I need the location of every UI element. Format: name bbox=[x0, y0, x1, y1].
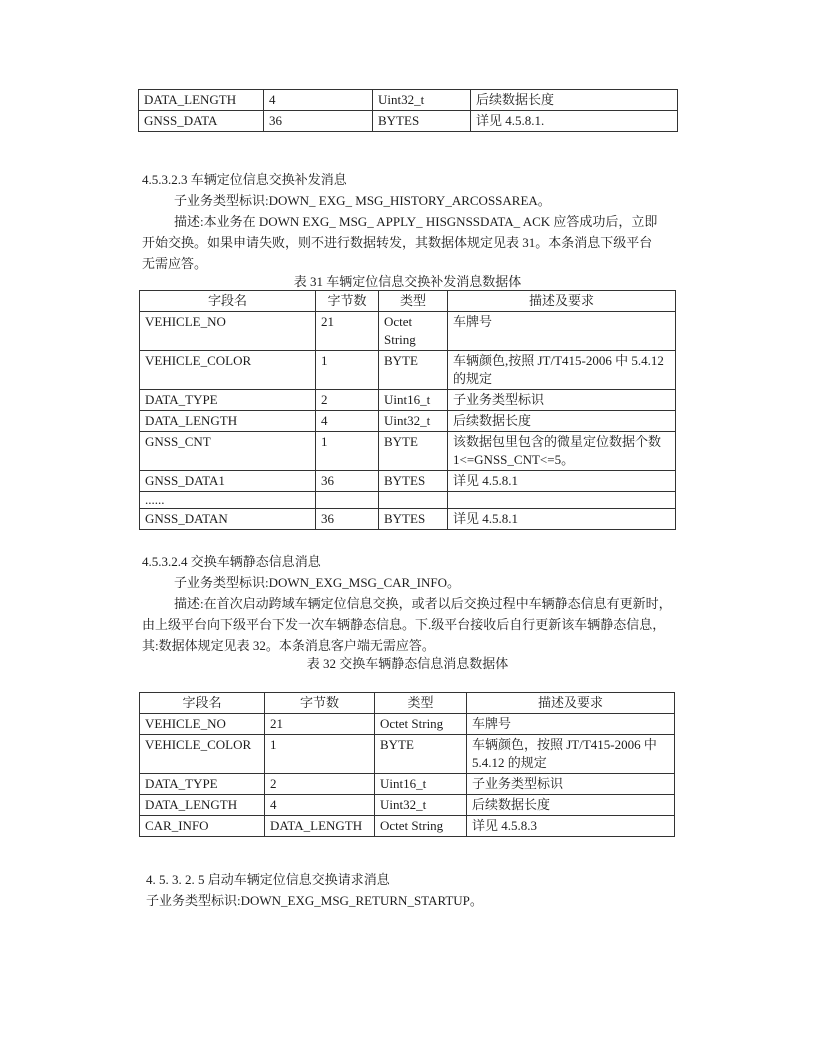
cell-bytes: 36 bbox=[264, 111, 373, 132]
cell-desc: 后续数据长度 bbox=[448, 411, 676, 432]
cell-type: BYTES bbox=[373, 111, 471, 132]
paragraph-line: 由上级平台向下级平台下发一次车辆静态信息。下.级平台接收后自行更新该车辆静态信息， bbox=[142, 617, 666, 632]
table-row bbox=[140, 411, 676, 432]
paragraph-line: 其:数据体规定见表 32。本条消息客户端无需应答。 bbox=[142, 638, 435, 653]
cell-desc: 车牌号 bbox=[467, 714, 675, 735]
paragraph-line: 子业务类型标识:DOWN_EXG_MSG_CAR_INFO。 bbox=[174, 575, 461, 590]
cell-field: VEHICLE_NO bbox=[140, 714, 265, 735]
cell-desc: 详见 4.5.8.1 bbox=[448, 509, 676, 530]
table-32 bbox=[139, 692, 675, 837]
cell-bytes: 36 bbox=[316, 509, 379, 530]
header-bytes: 字节数 bbox=[265, 693, 375, 714]
table-row bbox=[139, 90, 678, 111]
cell-field: GNSS_CNT bbox=[140, 432, 316, 471]
cell-type: Octet String bbox=[375, 816, 467, 837]
cell-field: DATA_LENGTH bbox=[140, 411, 316, 432]
table-row bbox=[139, 111, 678, 132]
cell-desc: 详见 4.5.8.3 bbox=[467, 816, 675, 837]
cell-type: Uint16_t bbox=[375, 774, 467, 795]
table-header-row bbox=[140, 693, 675, 714]
cell-bytes: 4 bbox=[316, 411, 379, 432]
cell-desc: 详见 4.5.8.1 bbox=[448, 471, 676, 492]
cell-desc: 车牌号 bbox=[448, 312, 676, 351]
section-4-5-3-2-4 bbox=[142, 551, 816, 656]
cell-bytes: DATA_LENGTH bbox=[265, 816, 375, 837]
cell-type bbox=[379, 492, 448, 509]
cell-desc: 详见 4.5.8.1. bbox=[471, 111, 678, 132]
cell-field: GNSS_DATAN bbox=[140, 509, 316, 530]
table-row bbox=[140, 390, 676, 411]
header-type: 类型 bbox=[379, 291, 448, 312]
table-row bbox=[140, 312, 676, 351]
cell-bytes: 36 bbox=[316, 471, 379, 492]
cell-desc bbox=[448, 492, 676, 509]
cell-field: ...... bbox=[140, 492, 316, 509]
cell-bytes: 21 bbox=[316, 312, 379, 351]
table-row bbox=[140, 774, 675, 795]
cell-field: DATA_TYPE bbox=[140, 774, 265, 795]
cell-type: Uint32_t bbox=[375, 795, 467, 816]
cell-desc: 车辆颜色，按照 JT/T415-2006 中 5.4.12 的规定 bbox=[467, 735, 675, 774]
cell-bytes: 21 bbox=[265, 714, 375, 735]
header-desc: 描述及要求 bbox=[448, 291, 676, 312]
paragraph-line: 子业务类型标识:DOWN_ EXG_ MSG_HISTORY_ARCOSSAREA。 bbox=[174, 193, 551, 208]
header-field: 字段名 bbox=[140, 693, 265, 714]
cell-bytes: 1 bbox=[316, 432, 379, 471]
cell-field: CAR_INFO bbox=[140, 816, 265, 837]
cell-field: DATA_LENGTH bbox=[140, 795, 265, 816]
cell-type: BYTE bbox=[379, 351, 448, 390]
cell-type: BYTES bbox=[379, 471, 448, 492]
table-row bbox=[140, 432, 676, 471]
header-field: 字段名 bbox=[140, 291, 316, 312]
header-desc: 描述及要求 bbox=[467, 693, 675, 714]
header-bytes: 字节数 bbox=[316, 291, 379, 312]
cell-field: VEHICLE_COLOR bbox=[140, 351, 316, 390]
table-row bbox=[140, 492, 676, 509]
cell-field: VEHICLE_COLOR bbox=[140, 735, 265, 774]
table-row bbox=[140, 714, 675, 735]
cell-bytes bbox=[316, 492, 379, 509]
table-row bbox=[140, 509, 676, 530]
cell-bytes: 2 bbox=[316, 390, 379, 411]
cell-bytes: 4 bbox=[265, 795, 375, 816]
section-4-5-3-2-5 bbox=[146, 869, 816, 911]
section-heading: 4. 5. 3. 2. 5 启动车辆定位信息交换请求消息 bbox=[146, 872, 390, 887]
section-4-5-3-2-3 bbox=[142, 169, 816, 274]
cell-desc: 子业务类型标识 bbox=[448, 390, 676, 411]
cell-field: VEHICLE_NO bbox=[140, 312, 316, 351]
table-header-row bbox=[140, 291, 676, 312]
header-type: 类型 bbox=[375, 693, 467, 714]
cell-type: Uint32_t bbox=[379, 411, 448, 432]
cell-type: BYTES bbox=[379, 509, 448, 530]
paragraph-line: 描述:在首次启动跨域车辆定位信息交换，或者以后交换过程中车辆静态信息有更新时， bbox=[174, 596, 672, 611]
cell-type: Octet String bbox=[379, 312, 448, 351]
table-caption: 表 31 车辆定位信息交换补发消息数据体 bbox=[293, 274, 522, 289]
paragraph-line: 子业务类型标识:DOWN_EXG_MSG_RETURN_STARTUP。 bbox=[146, 893, 483, 908]
cell-type: BYTE bbox=[375, 735, 467, 774]
table-row bbox=[140, 471, 676, 492]
paragraph-line: 描述:本业务在 DOWN EXG_ MSG_ APPLY_ HISGNSSDATA_ ACK 应答成功后，立即 bbox=[174, 214, 658, 229]
paragraph-line: 无需应答。 bbox=[142, 256, 208, 271]
paragraph-line: 开始交换。如果申请失败，则不进行数据转发，其数据体规定见表 31。本条消息下级平台 bbox=[142, 235, 653, 250]
table-31 bbox=[139, 290, 676, 530]
cell-desc: 后续数据长度 bbox=[467, 795, 675, 816]
table-row bbox=[140, 795, 675, 816]
cell-desc: 后续数据长度 bbox=[471, 90, 678, 111]
cell-type: BYTE bbox=[379, 432, 448, 471]
cell-field: DATA_LENGTH bbox=[139, 90, 264, 111]
cell-bytes: 1 bbox=[265, 735, 375, 774]
cell-desc: 车辆颜色,按照 JT/T415-2006 中 5.4.12 的规定 bbox=[448, 351, 676, 390]
cell-bytes: 1 bbox=[316, 351, 379, 390]
cell-type: Uint32_t bbox=[373, 90, 471, 111]
cell-type: Octet String bbox=[375, 714, 467, 735]
cell-field: GNSS_DATA1 bbox=[140, 471, 316, 492]
cell-desc: 子业务类型标识 bbox=[467, 774, 675, 795]
table-caption: 表 32 交换车辆静态信息消息数据体 bbox=[306, 656, 509, 671]
table-row bbox=[140, 735, 675, 774]
table-continuation bbox=[138, 89, 678, 132]
section-heading: 4.5.3.2.3 车辆定位信息交换补发消息 bbox=[142, 172, 347, 187]
cell-bytes: 4 bbox=[264, 90, 373, 111]
cell-field: DATA_TYPE bbox=[140, 390, 316, 411]
section-heading: 4.5.3.2.4 交换车辆静态信息消息 bbox=[142, 554, 321, 569]
cell-field: GNSS_DATA bbox=[139, 111, 264, 132]
cell-type: Uint16_t bbox=[379, 390, 448, 411]
table-row bbox=[140, 816, 675, 837]
table-row bbox=[140, 351, 676, 390]
cell-bytes: 2 bbox=[265, 774, 375, 795]
cell-desc: 该数据包里包含的微星定位数据个数 1<=GNSS_CNT<=5。 bbox=[448, 432, 676, 471]
